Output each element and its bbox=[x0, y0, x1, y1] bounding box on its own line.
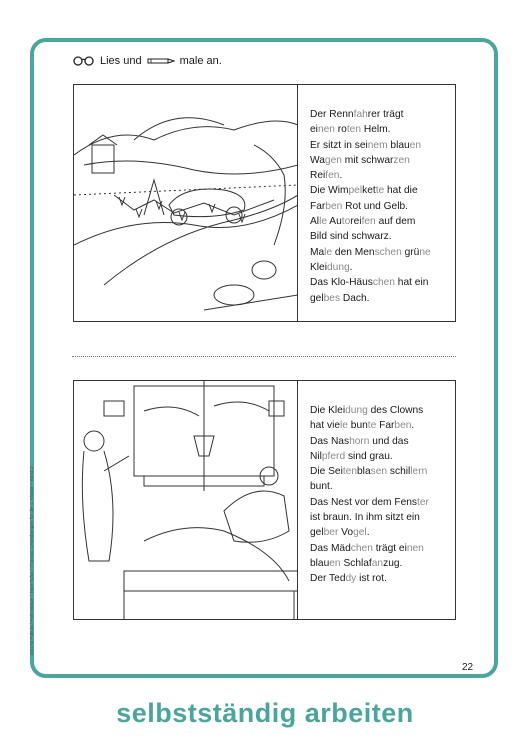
syllable: Der Ted bbox=[310, 573, 346, 585]
panel-1-text-line bbox=[310, 199, 447, 214]
syllable: zen bbox=[393, 154, 410, 166]
syllable: blau bbox=[310, 557, 330, 569]
panel-1-text-line bbox=[310, 153, 447, 168]
syllable: le bbox=[324, 246, 333, 258]
syllable: Far bbox=[310, 200, 326, 212]
panel-2-text-line bbox=[310, 525, 447, 540]
side-credit: DE276 Pakula / Palm-Bauer / Tepe-Tyfus / Thomas: Leseübungen für die 1. Klasse – Band 2 bbox=[29, 466, 34, 655]
race-car-illustration bbox=[74, 85, 298, 321]
syllable: lern bbox=[410, 466, 428, 478]
syllable: dy bbox=[345, 573, 357, 585]
syllable: ter bbox=[417, 496, 429, 508]
syllable: gel bbox=[310, 527, 324, 539]
panel-2-text-line bbox=[310, 418, 447, 433]
syllable: Die Wim bbox=[310, 185, 349, 197]
syllable: en bbox=[329, 557, 341, 569]
syllable: nen bbox=[406, 542, 424, 554]
panel-1-text-line bbox=[310, 214, 447, 229]
divider-line bbox=[72, 356, 456, 357]
syllable: bes bbox=[323, 292, 341, 304]
syllable: nem bbox=[367, 139, 388, 151]
panel-2-text-line bbox=[310, 434, 447, 449]
panel-2-text-line bbox=[310, 449, 447, 464]
syllable: und das bbox=[369, 435, 409, 447]
panel-1-text-line bbox=[310, 107, 447, 122]
syllable: Die Klei bbox=[310, 405, 346, 416]
panel-2-text bbox=[298, 381, 455, 619]
panel-1-text-line bbox=[310, 260, 447, 275]
syllable: gel bbox=[353, 527, 367, 539]
syllable: Dach. bbox=[340, 292, 370, 304]
panel-2-text-line bbox=[310, 571, 447, 586]
panel-2-text-line bbox=[310, 495, 447, 510]
page-number: 22 bbox=[462, 662, 474, 673]
syllable: fah bbox=[353, 109, 368, 120]
syllable: to bbox=[341, 216, 351, 228]
hospital-clown-illustration bbox=[74, 381, 298, 619]
glasses-icon bbox=[72, 56, 96, 66]
syllable: an bbox=[371, 557, 384, 569]
syllable: . bbox=[339, 170, 343, 182]
pencil-icon bbox=[146, 56, 176, 66]
syllable: ben bbox=[394, 420, 412, 432]
syllable: te bbox=[375, 185, 385, 197]
syllable: Schlaf bbox=[340, 557, 372, 569]
panel-1-text-line bbox=[310, 168, 447, 183]
syllable: Er sitzt in sei bbox=[310, 139, 368, 151]
panel-1-text-line bbox=[310, 122, 447, 137]
syllable: ber bbox=[323, 527, 339, 539]
syllable: ist braun. In ihm sitzt ein bbox=[310, 512, 420, 524]
syllable: Klei bbox=[310, 261, 327, 273]
panel-1-text-line bbox=[310, 138, 447, 153]
syllable: nen bbox=[317, 124, 335, 136]
syllable: ket bbox=[362, 185, 376, 197]
syllable: horn bbox=[349, 435, 370, 447]
panel-1-text bbox=[298, 85, 455, 321]
syllable: Nil bbox=[310, 450, 322, 462]
syllable: trägt ei bbox=[372, 542, 407, 554]
syllable: sen bbox=[370, 466, 388, 478]
syllable: Der Renn bbox=[310, 109, 354, 120]
syllable: mit schwar bbox=[341, 154, 394, 166]
panel-1-text-line bbox=[310, 183, 447, 198]
syllable: dung bbox=[327, 261, 350, 273]
syllable: rer trägt bbox=[367, 109, 404, 120]
syllable: des Clowns bbox=[367, 405, 424, 416]
panel-2-text-line bbox=[310, 510, 447, 525]
exercise-panel-1 bbox=[73, 84, 456, 322]
panel-2-text-line bbox=[310, 541, 447, 556]
syllable: . bbox=[366, 527, 370, 539]
syllable: ro bbox=[334, 124, 347, 136]
syllable: blau bbox=[387, 139, 410, 151]
syllable: ei bbox=[310, 124, 318, 136]
syllable: hat die bbox=[384, 185, 418, 197]
panel-1-text-line bbox=[310, 275, 447, 290]
syllable: bun bbox=[347, 420, 368, 432]
syllable: le bbox=[319, 216, 327, 228]
panel-1-text-line bbox=[310, 229, 447, 244]
panel-2-text-line bbox=[310, 556, 447, 571]
syllable: Au bbox=[327, 216, 342, 228]
syllable: Bild sind schwarz. bbox=[310, 231, 392, 243]
syllable: . bbox=[349, 261, 353, 273]
syllable: Die Sei bbox=[310, 466, 343, 478]
syllable: gen bbox=[324, 154, 342, 166]
syllable: schen bbox=[374, 246, 402, 258]
syllable: ist rot. bbox=[356, 573, 387, 585]
syllable: bunt. bbox=[310, 481, 333, 493]
syllable: . bbox=[411, 420, 415, 432]
panel-1-text-line bbox=[310, 245, 447, 260]
syllable: pel bbox=[348, 185, 363, 197]
syllable: hat ein bbox=[394, 277, 429, 289]
syllable: bla bbox=[357, 466, 371, 478]
syllable: den Men bbox=[332, 246, 375, 258]
syllable: le bbox=[340, 420, 348, 432]
footer-title: selbstständig arbeiten bbox=[116, 698, 414, 728]
syllable: Rot und Gelb. bbox=[342, 200, 408, 212]
syllable: Helm. bbox=[361, 124, 391, 136]
syllable: Das Nas bbox=[310, 435, 350, 447]
syllable: ne bbox=[419, 246, 431, 258]
syllable: sind grau. bbox=[345, 450, 393, 462]
syllable: Das Klo-Häus bbox=[310, 277, 373, 289]
panel-2-text-line bbox=[310, 479, 447, 494]
panel-1-text-line bbox=[310, 291, 447, 306]
syllable: grü bbox=[401, 246, 420, 258]
instruction-read: Lies und bbox=[100, 55, 142, 67]
syllable: chen bbox=[372, 277, 395, 289]
syllable: dung bbox=[345, 405, 368, 416]
instruction-line bbox=[72, 55, 222, 67]
syllable: Das Nest vor dem Fens bbox=[310, 496, 418, 508]
syllable: fen bbox=[325, 170, 340, 182]
syllable: Al bbox=[310, 216, 320, 228]
syllable: ben bbox=[325, 200, 343, 212]
syllable: Rei bbox=[310, 170, 326, 182]
syllable: te bbox=[367, 420, 377, 432]
syllable: schil bbox=[387, 466, 411, 478]
syllable: gel bbox=[310, 292, 324, 304]
syllable: rei bbox=[350, 216, 362, 228]
syllable: ten bbox=[342, 466, 358, 478]
syllable: Far bbox=[376, 420, 395, 432]
exercise-panel-2 bbox=[73, 380, 456, 620]
syllable: Das Mäd bbox=[310, 542, 351, 554]
syllable: ten bbox=[346, 124, 361, 136]
syllable: Wa bbox=[310, 154, 325, 166]
syllable: chen bbox=[350, 542, 373, 554]
panel-2-text-line bbox=[310, 464, 447, 479]
syllable: hat vie bbox=[310, 420, 341, 432]
syllable: zug. bbox=[383, 557, 403, 569]
syllable: fen bbox=[361, 216, 376, 228]
syllable: Vo bbox=[338, 527, 354, 539]
syllable: en bbox=[409, 139, 422, 151]
instruction-color: male an. bbox=[179, 55, 222, 67]
syllable: auf dem bbox=[375, 216, 416, 228]
syllable: Ma bbox=[310, 246, 325, 258]
syllable: pferd bbox=[321, 450, 346, 462]
panel-2-text-line bbox=[310, 403, 447, 418]
